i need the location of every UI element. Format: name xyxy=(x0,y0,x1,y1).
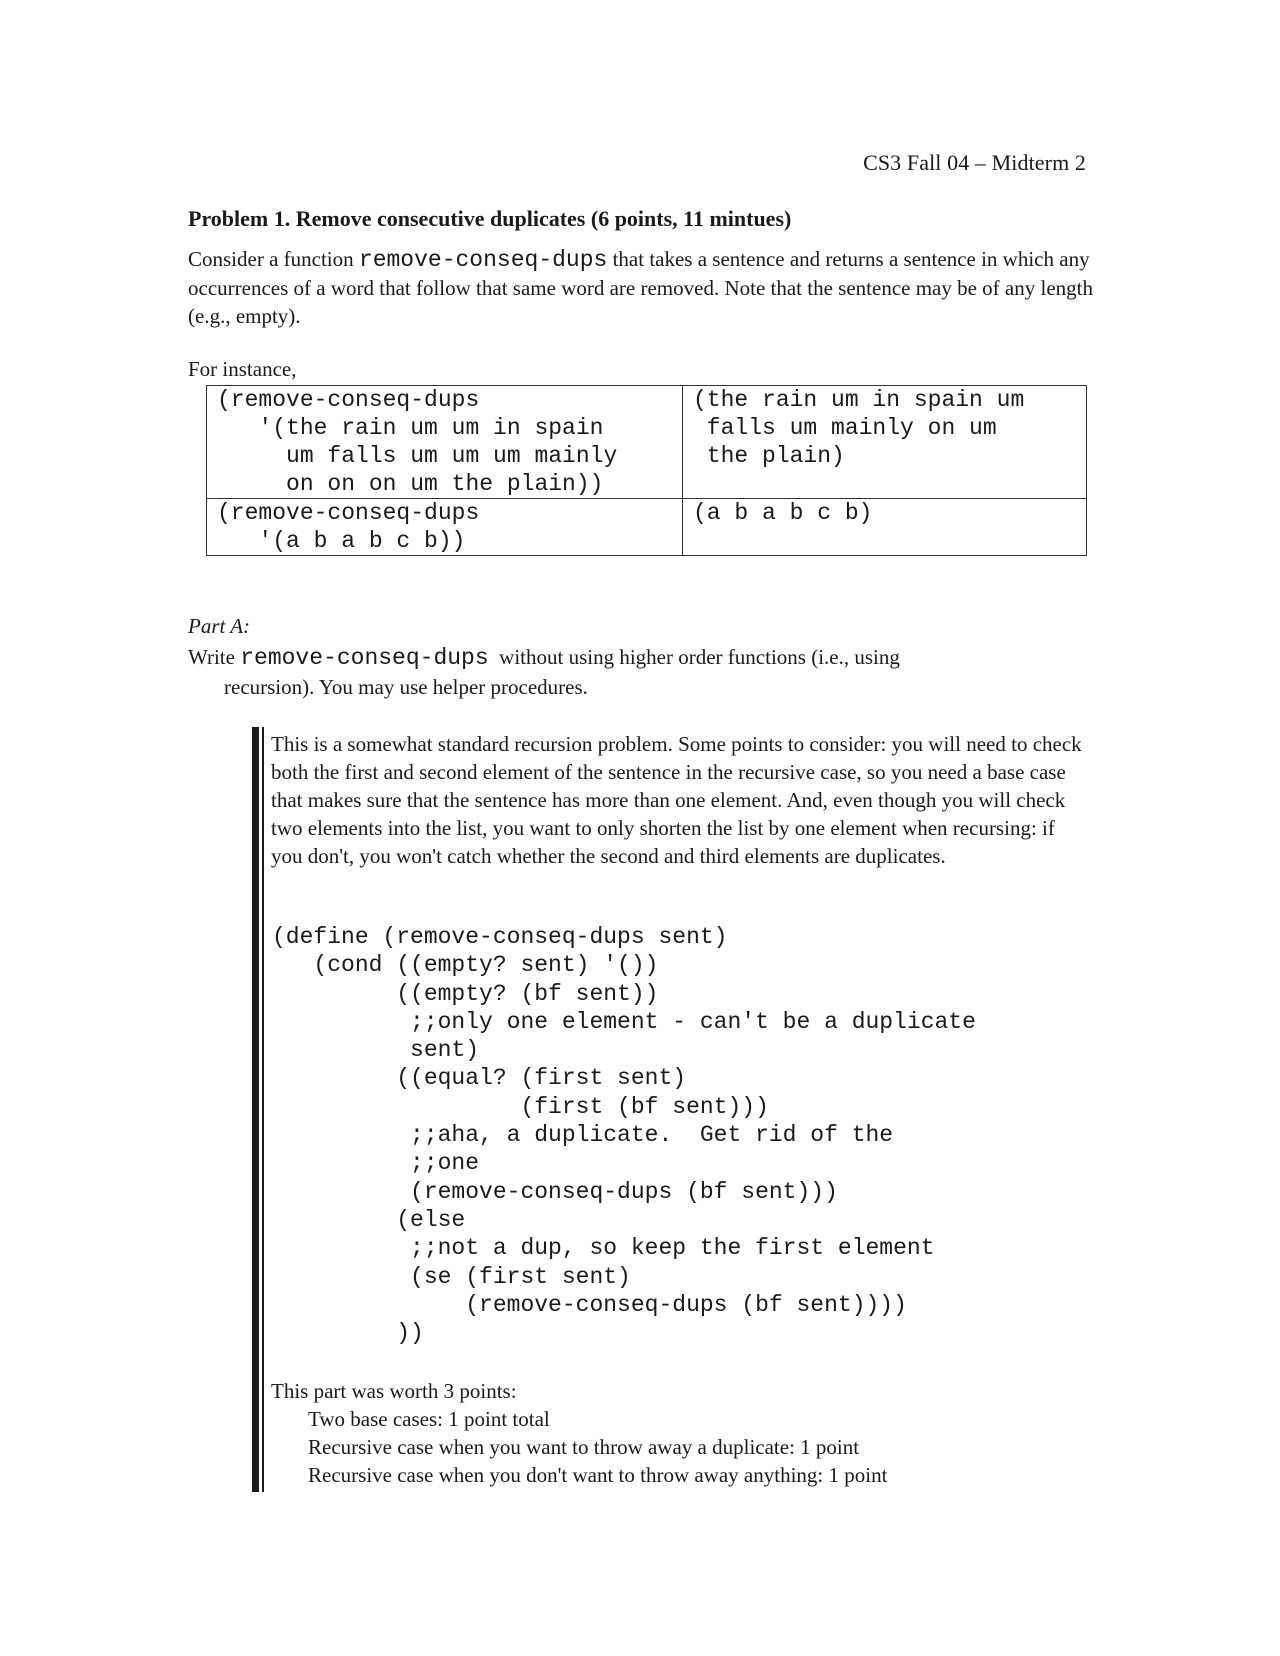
problem-intro xyxy=(188,245,1098,330)
part-a-text-before: Write xyxy=(188,645,241,669)
grading-rubric xyxy=(271,1377,887,1489)
grading-title: This part was worth 3 points: xyxy=(271,1379,517,1403)
table-row xyxy=(207,386,1087,499)
part-a-label: Part A: xyxy=(188,614,251,638)
instance-label: For instance, xyxy=(188,357,297,381)
example-output: (a b a b c b) xyxy=(683,499,1087,556)
intro-function-name: remove-conseq-dups xyxy=(358,247,608,273)
problem-title: Problem 1. Remove consecutive duplicates (6 points, 11 mintues) xyxy=(188,206,792,231)
table-row xyxy=(207,499,1087,556)
answer-margin-bar-thin xyxy=(262,727,264,1492)
example-input: (remove-conseq-dups '(a b a b c b)) xyxy=(207,499,683,556)
part-a-function-name: remove-conseq-dups xyxy=(240,645,489,671)
grading-item: Two base cases: 1 point total xyxy=(308,1407,550,1431)
part-a-line-2: recursion). You may use helper procedures. xyxy=(224,675,588,699)
answer-explanation: This is a somewhat standard recursion problem. Some points to consider: you will need to check both the first and second element of the sentence in the recursive case, so you need a base case that makes sure that the sentence has more than one element. And, even though you will check two elements into the list, you want to only shorten the list by one element when recursing: if you don't, you won't catch whether the second and third elements are duplicates. xyxy=(271,732,1082,868)
part-a-text-after: without using higher order functions (i.e., using xyxy=(488,645,900,669)
grading-item: Recursive case when you don't want to throw away anything: 1 point xyxy=(308,1463,888,1487)
example-input: (remove-conseq-dups '(the rain um um in spain um falls um um um mainly on on on um the plain)) xyxy=(207,386,683,499)
part-a-prompt xyxy=(188,643,1088,702)
part-a-line-1 xyxy=(188,643,1088,673)
page-header: CS3 Fall 04 – Midterm 2 xyxy=(863,150,1086,175)
answer-margin-bar xyxy=(252,727,259,1492)
grading-item: Recursive case when you want to throw away a duplicate: 1 point xyxy=(308,1435,860,1459)
answer-code: (define (remove-conseq-dups sent) (cond ((empty? sent) '()) ((empty? (bf sent)) ;;only one element - can't be a duplicate sent) ((equal? (first sent) (first (bf sent))) ;;aha, a duplicate. Get rid of the ;;one (remove-conseq-dups (bf sent))) (else ;;not a dup, so keep the first element (se (first sent) (remove-conseq-dups (bf sent)))) )) xyxy=(272,924,976,1347)
intro-text-after: that takes a sentence and returns a sentence in which any occurrences of a word that follow that same word are removed. Note that the sentence may be of any length (e.g., empty). xyxy=(188,247,1093,328)
examples-table xyxy=(206,385,1087,556)
intro-text-before: Consider a function xyxy=(188,247,359,271)
example-output: (the rain um in spain um falls um mainly on um the plain) xyxy=(683,386,1087,499)
